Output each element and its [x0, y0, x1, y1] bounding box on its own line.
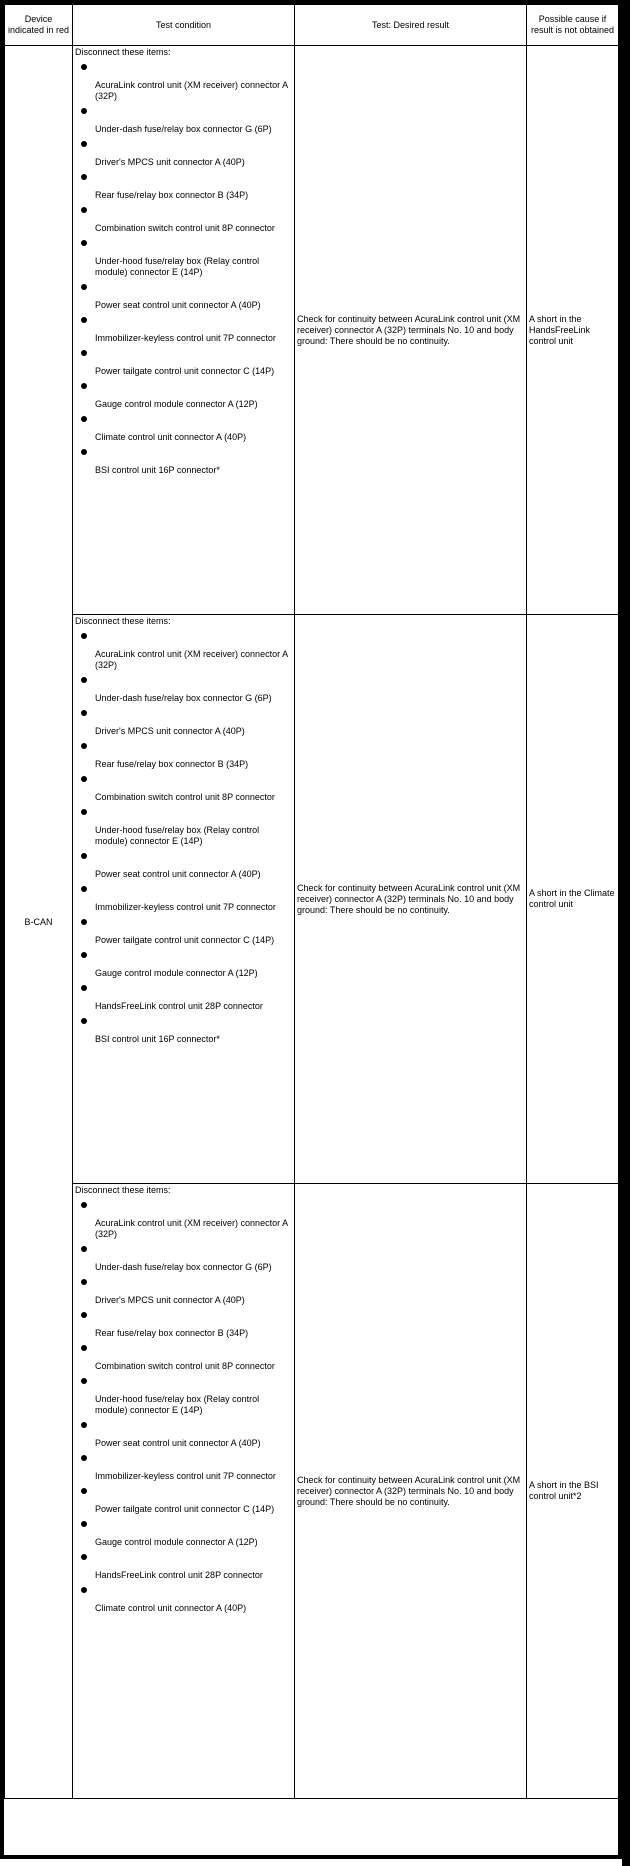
- bullet-icon: [81, 1521, 87, 1527]
- condition-intro: Disconnect these items:: [75, 616, 171, 626]
- list-item-text: AcuraLink control unit (XM receiver) connector A (32P): [95, 80, 288, 101]
- disconnect-list: [75, 1202, 292, 1614]
- list-item-text: BSI control unit 16P connector*: [95, 1034, 220, 1044]
- list-item-text: Driver's MPCS unit connector A (40P): [95, 1295, 245, 1305]
- bullet-icon: [81, 1587, 87, 1593]
- desired-result-cell: Check for continuity between AcuraLink control unit (XM receiver) connector A (32P) terminals No. 10 and body ground: There should be no continuity.: [295, 615, 527, 1184]
- list-item: [75, 1587, 292, 1614]
- list-item-text: Rear fuse/relay box connector B (34P): [95, 759, 249, 769]
- list-item: [75, 743, 292, 770]
- bullet-icon: [81, 350, 87, 356]
- list-item: [75, 1488, 292, 1515]
- list-item-text: HandsFreeLink control unit 28P connector: [95, 1570, 263, 1580]
- possible-cause-cell: A short in the Climate control unit: [527, 615, 619, 1184]
- bullet-icon: [81, 985, 87, 991]
- table-row: [5, 46, 619, 615]
- list-item-text: Power seat control unit connector A (40P): [95, 1438, 261, 1448]
- list-item: [75, 710, 292, 737]
- list-item: [75, 985, 292, 1012]
- list-item: [75, 207, 292, 234]
- troubleshooting-table: [4, 4, 619, 1799]
- bullet-icon: [81, 776, 87, 782]
- list-item-text: HandsFreeLink control unit 28P connector: [95, 1001, 263, 1011]
- list-item-text: Power tailgate control unit connector C (14P): [95, 1504, 275, 1514]
- bullet-icon: [81, 1312, 87, 1318]
- list-item-text: Combination switch control unit 8P connector: [95, 1361, 275, 1371]
- list-item: [75, 240, 292, 278]
- bullet-icon: [81, 141, 87, 147]
- header-row: [5, 5, 619, 46]
- bullet-icon: [81, 284, 87, 290]
- list-item: [75, 1422, 292, 1449]
- list-item-text: Rear fuse/relay box connector B (34P): [95, 190, 249, 200]
- condition-intro: Disconnect these items:: [75, 47, 171, 57]
- list-item-text: Power tailgate control unit connector C (14P): [95, 935, 275, 945]
- bullet-icon: [81, 1345, 87, 1351]
- list-item: [75, 677, 292, 704]
- list-item: [75, 1455, 292, 1482]
- list-item: [75, 284, 292, 311]
- desired-result-cell: Check for continuity between AcuraLink control unit (XM receiver) connector A (32P) terminals No. 10 and body ground: There should be no continuity.: [295, 46, 527, 615]
- bullet-icon: [81, 240, 87, 246]
- bullet-icon: [81, 416, 87, 422]
- list-item: [75, 1345, 292, 1372]
- list-item-text: Under-dash fuse/relay box connector G (6P): [95, 1262, 272, 1272]
- bullet-icon: [81, 853, 87, 859]
- list-item-text: Climate control unit connector A (40P): [95, 1603, 247, 1613]
- list-item-text: Under-dash fuse/relay box connector G (6P): [95, 693, 272, 703]
- bullet-icon: [81, 809, 87, 815]
- bullet-icon: [81, 1018, 87, 1024]
- list-item: [75, 853, 292, 880]
- list-item: [75, 449, 292, 476]
- list-item: [75, 383, 292, 410]
- list-item-text: Driver's MPCS unit connector A (40P): [95, 157, 245, 167]
- list-item: [75, 1554, 292, 1581]
- possible-cause-cell: A short in the BSI control unit*2: [527, 1184, 619, 1799]
- list-item-text: Power seat control unit connector A (40P): [95, 869, 261, 879]
- disconnect-list: [75, 64, 292, 476]
- disconnect-list: [75, 633, 292, 1045]
- bullet-icon: [81, 383, 87, 389]
- list-item: [75, 1312, 292, 1339]
- test-condition-cell: [73, 46, 295, 615]
- header-device: Device indicated in red: [5, 5, 73, 46]
- page-edge-bar: [622, 0, 630, 1866]
- condition-intro: Disconnect these items:: [75, 1185, 171, 1195]
- list-item: [75, 776, 292, 803]
- list-item: [75, 809, 292, 847]
- list-item: [75, 416, 292, 443]
- bullet-icon: [81, 677, 87, 683]
- list-item-text: Combination switch control unit 8P connector: [95, 223, 275, 233]
- table-row: [5, 615, 619, 1184]
- list-item-text: BSI control unit 16P connector*: [95, 465, 220, 475]
- list-item: [75, 886, 292, 913]
- list-item-text: Gauge control module connector A (12P): [95, 399, 258, 409]
- desired-result-cell: Check for continuity between AcuraLink control unit (XM receiver) connector A (32P) terminals No. 10 and body ground: There should be no continuity.: [295, 1184, 527, 1799]
- bullet-icon: [81, 1455, 87, 1461]
- bullet-icon: [81, 1554, 87, 1560]
- list-item: [75, 1018, 292, 1045]
- header-desired-result: Test: Desired result: [295, 5, 527, 46]
- list-item-text: Immobilizer-keyless control unit 7P connector: [95, 333, 276, 343]
- header-possible-cause: Possible cause if result is not obtained: [527, 5, 619, 46]
- bullet-icon: [81, 1378, 87, 1384]
- list-item: [75, 1279, 292, 1306]
- list-item: [75, 1202, 292, 1240]
- list-item: [75, 108, 292, 135]
- list-item-text: Under-hood fuse/relay box (Relay control module) connector E (14P): [95, 825, 260, 846]
- list-item: [75, 919, 292, 946]
- bullet-icon: [81, 1202, 87, 1208]
- list-item: [75, 174, 292, 201]
- bullet-icon: [81, 952, 87, 958]
- bullet-icon: [81, 743, 87, 749]
- header-test-condition: Test condition: [73, 5, 295, 46]
- list-item-text: Driver's MPCS unit connector A (40P): [95, 726, 245, 736]
- list-item-text: Power seat control unit connector A (40P): [95, 300, 261, 310]
- device-cell: B-CAN: [5, 46, 73, 1799]
- bullet-icon: [81, 633, 87, 639]
- list-item: [75, 633, 292, 671]
- bullet-icon: [81, 1246, 87, 1252]
- list-item-text: Immobilizer-keyless control unit 7P connector: [95, 902, 276, 912]
- bullet-icon: [81, 1488, 87, 1494]
- list-item: [75, 141, 292, 168]
- list-item: [75, 350, 292, 377]
- bullet-icon: [81, 108, 87, 114]
- bullet-icon: [81, 886, 87, 892]
- bullet-icon: [81, 449, 87, 455]
- list-item-text: Under-hood fuse/relay box (Relay control module) connector E (14P): [95, 1394, 260, 1415]
- bullet-icon: [81, 1422, 87, 1428]
- bullet-icon: [81, 710, 87, 716]
- list-item: [75, 64, 292, 102]
- list-item: [75, 952, 292, 979]
- list-item: [75, 1521, 292, 1548]
- list-item-text: Under-dash fuse/relay box connector G (6P): [95, 124, 272, 134]
- bullet-icon: [81, 64, 87, 70]
- table-row: [5, 1184, 619, 1799]
- list-item-text: Under-hood fuse/relay box (Relay control module) connector E (14P): [95, 256, 260, 277]
- test-condition-cell: [73, 1184, 295, 1799]
- list-item-text: Combination switch control unit 8P connector: [95, 792, 275, 802]
- list-item-text: Immobilizer-keyless control unit 7P connector: [95, 1471, 276, 1481]
- bullet-icon: [81, 317, 87, 323]
- list-item: [75, 1378, 292, 1416]
- list-item-text: Gauge control module connector A (12P): [95, 1537, 258, 1547]
- list-item: [75, 317, 292, 344]
- list-item-text: Climate control unit connector A (40P): [95, 432, 247, 442]
- possible-cause-cell: A short in the HandsFreeLink control unit: [527, 46, 619, 615]
- list-item: [75, 1246, 292, 1273]
- bullet-icon: [81, 174, 87, 180]
- list-item-text: Rear fuse/relay box connector B (34P): [95, 1328, 249, 1338]
- list-item-text: Power tailgate control unit connector C (14P): [95, 366, 275, 376]
- bullet-icon: [81, 1279, 87, 1285]
- bullet-icon: [81, 919, 87, 925]
- test-condition-cell: [73, 615, 295, 1184]
- list-item-text: AcuraLink control unit (XM receiver) connector A (32P): [95, 649, 288, 670]
- list-item-text: Gauge control module connector A (12P): [95, 968, 258, 978]
- list-item-text: AcuraLink control unit (XM receiver) connector A (32P): [95, 1218, 288, 1239]
- bullet-icon: [81, 207, 87, 213]
